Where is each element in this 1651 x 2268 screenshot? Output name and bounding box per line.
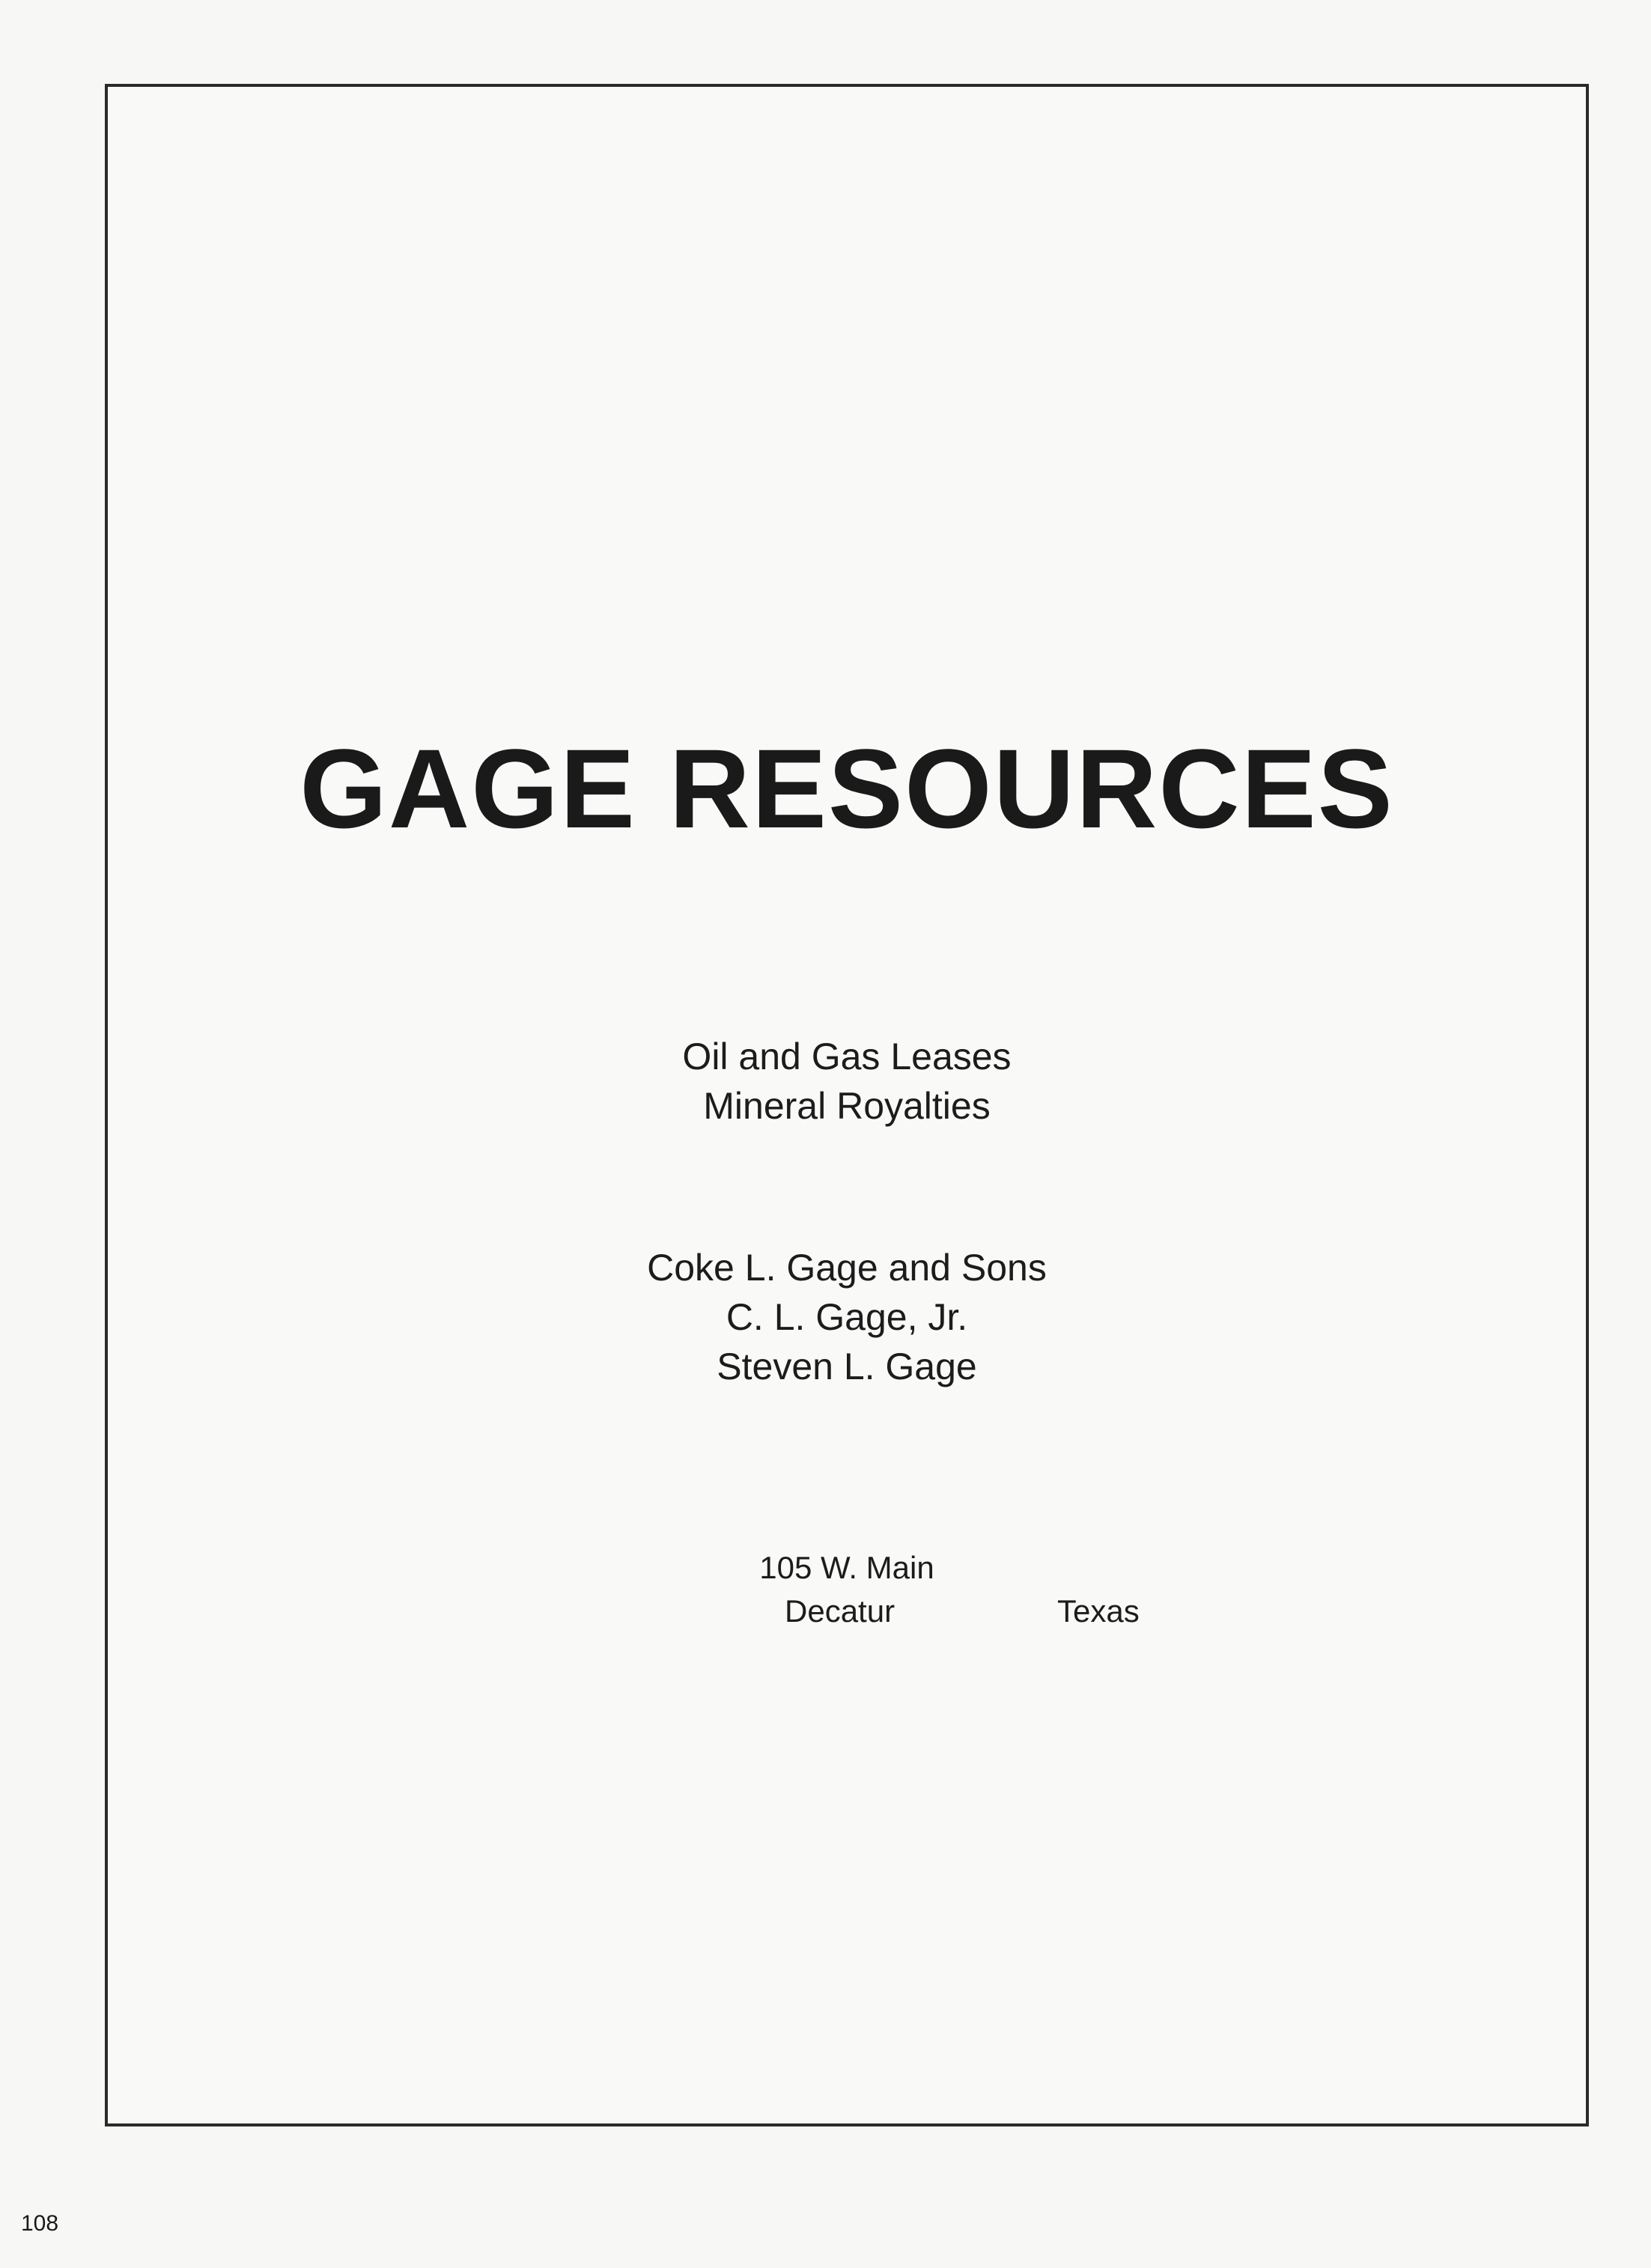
ad-frame [105,84,1589,2126]
owner-item: Steven L. Gage [717,1346,977,1387]
owner-item: C. L. Gage, Jr. [726,1296,968,1338]
page-number: 108 [21,2211,59,2236]
service-item: Mineral Royalties [703,1085,991,1127]
owner-item: Coke L. Gage and Sons [647,1247,1047,1289]
address-city: Decatur [785,1593,896,1629]
owners-list [108,1243,1586,1391]
company-name: GAGE RESOURCES [300,726,1394,851]
service-item: Oil and Gas Leases [682,1036,1012,1077]
services-list [108,1032,1586,1131]
address-street: 105 W. Main [759,1550,934,1585]
address-state: Texas [1057,1593,1140,1629]
